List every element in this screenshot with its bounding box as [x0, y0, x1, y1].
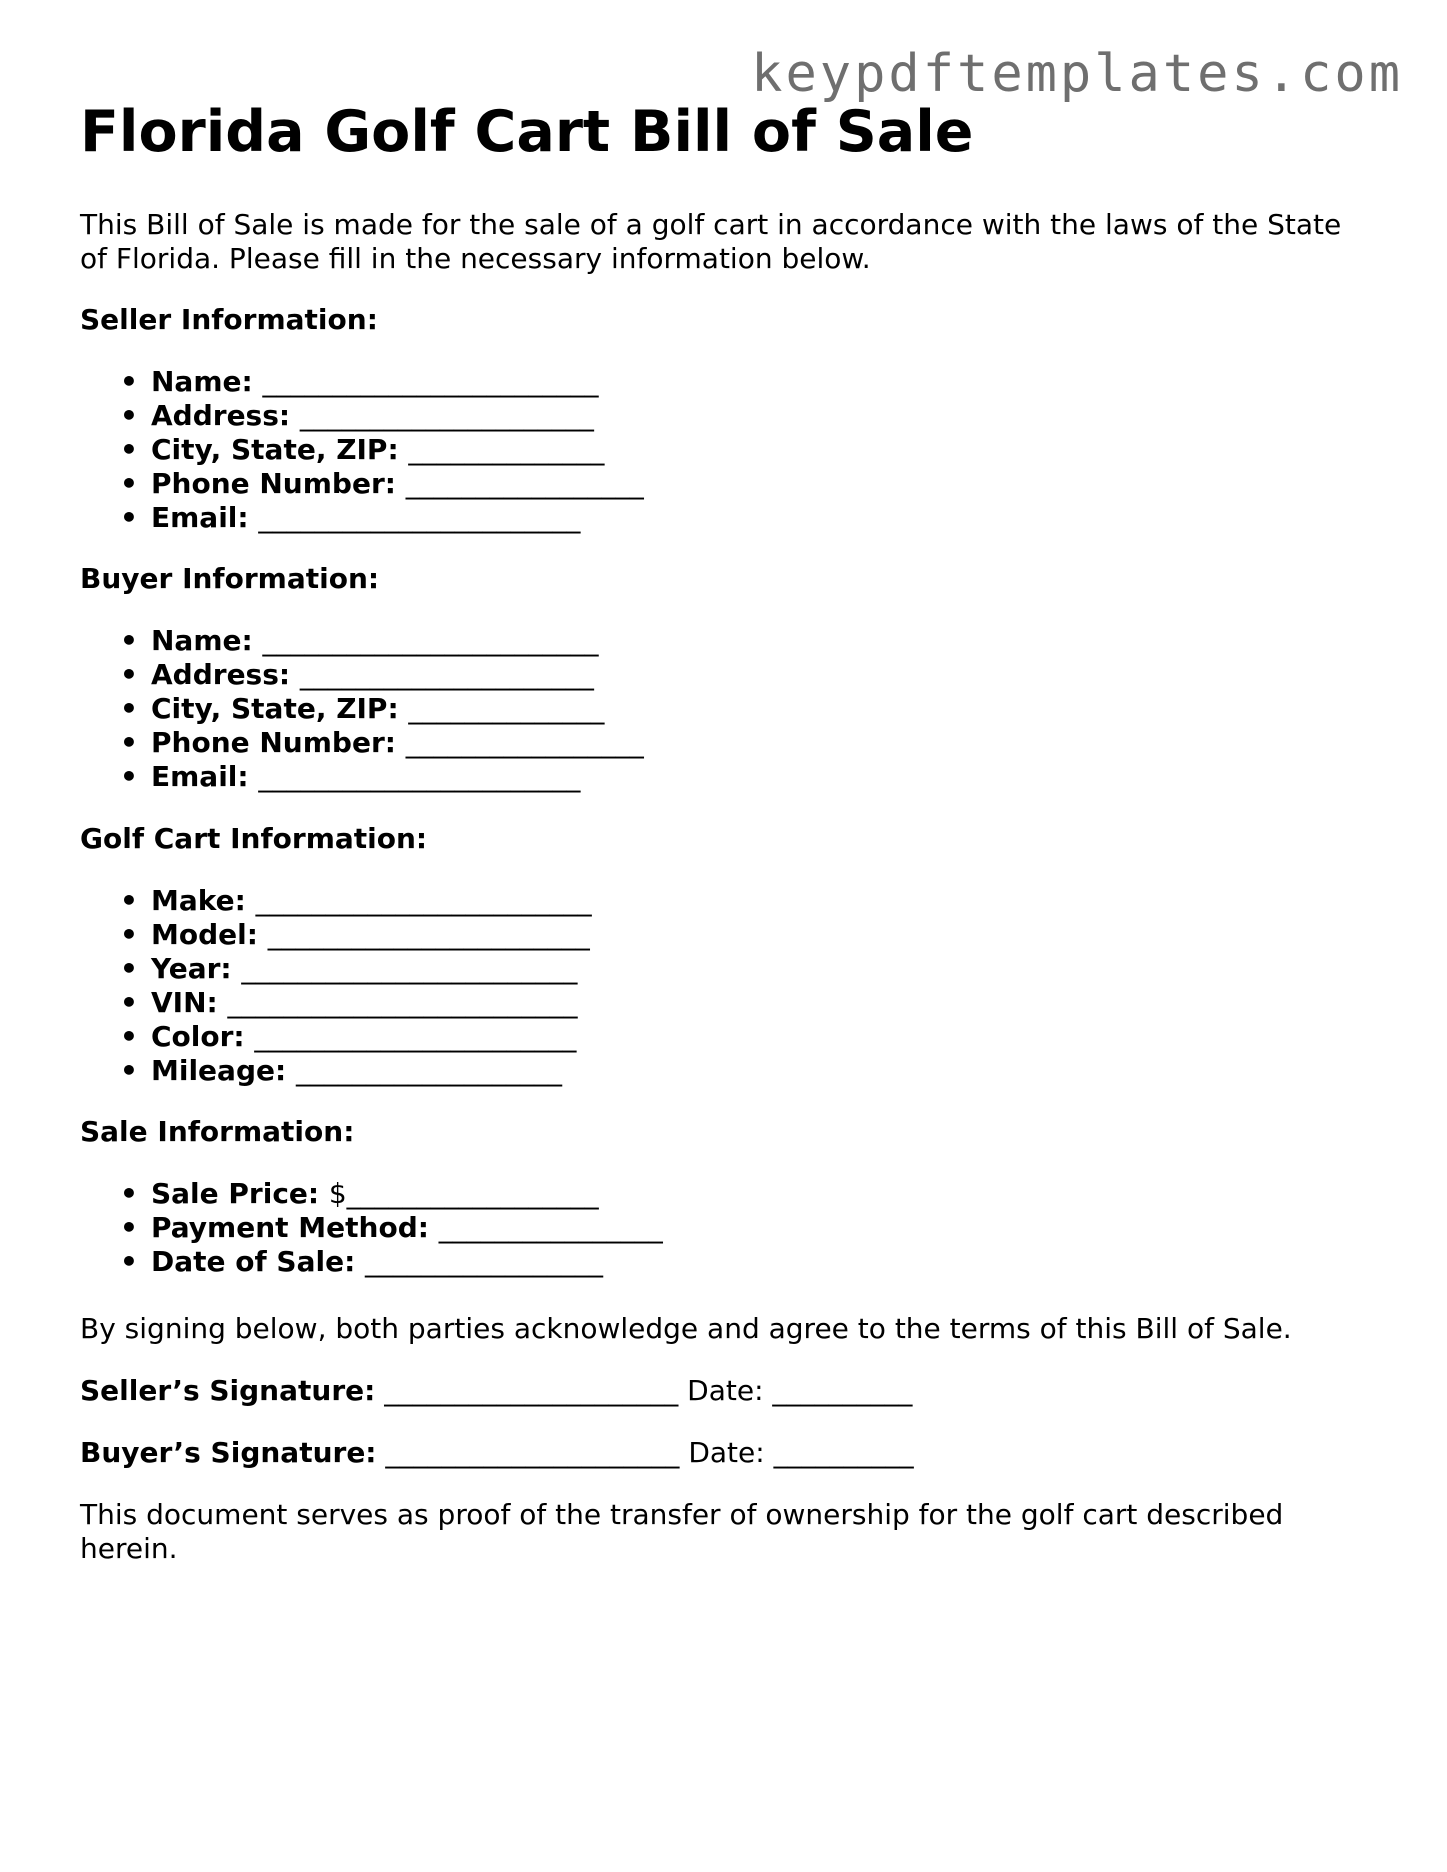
- field-label: Name:: [151, 624, 253, 657]
- cart-model-field[interactable]: [80, 918, 592, 952]
- field-blank[interactable]: _______________________: [258, 501, 581, 534]
- field-label: Email:: [151, 760, 249, 793]
- closing-paragraph: This document serves as proof of the transfer of ownership for the golf cart described herein.: [80, 1498, 1284, 1565]
- buyer-heading: Buyer Information:: [80, 562, 380, 595]
- acknowledgement-paragraph: By signing below, both parties acknowledge and agree to the terms of this Bill of Sale.: [80, 1312, 1292, 1345]
- cart-vin-field[interactable]: [80, 986, 592, 1020]
- field-blank[interactable]: ________________________: [255, 884, 592, 917]
- field-label: VIN:: [151, 986, 218, 1019]
- field-label: Date of Sale:: [151, 1245, 356, 1278]
- field-blank[interactable]: _________________: [365, 1245, 604, 1278]
- seller-heading: Seller Information:: [80, 303, 378, 336]
- buyer-signature-label: Buyer’s Signature:: [80, 1436, 377, 1469]
- field-blank[interactable]: _________________: [405, 467, 644, 500]
- cart-fields: [80, 884, 592, 1088]
- buyer-name-field[interactable]: [80, 624, 644, 658]
- cart-heading: Golf Cart Information:: [80, 822, 428, 855]
- payment-method-field[interactable]: [80, 1211, 663, 1245]
- sale-fields: [80, 1177, 663, 1279]
- field-label: Phone Number:: [151, 726, 396, 759]
- field-label: Address:: [151, 658, 291, 691]
- buyer-signature-row: [80, 1436, 914, 1470]
- buyer-email-field[interactable]: [80, 760, 644, 794]
- field-label: Address:: [151, 399, 291, 432]
- field-label: Make:: [151, 884, 246, 917]
- field-blank[interactable]: ________________: [438, 1211, 663, 1244]
- field-label: Year:: [151, 952, 232, 985]
- seller-name-field[interactable]: [80, 365, 644, 399]
- field-blank[interactable]: ________________________: [262, 365, 599, 398]
- field-label: City, State, ZIP:: [151, 692, 399, 725]
- sale-price-field[interactable]: [80, 1177, 663, 1211]
- field-blank[interactable]: _____________________: [299, 658, 594, 691]
- buyer-city-state-zip-field[interactable]: [80, 692, 644, 726]
- field-blank[interactable]: ______________: [408, 433, 605, 466]
- field-blank[interactable]: _____________________: [299, 399, 594, 432]
- seller-fields: [80, 365, 644, 535]
- seller-signature-row: [80, 1374, 912, 1408]
- sale-heading: Sale Information:: [80, 1115, 355, 1148]
- buyer-address-field[interactable]: [80, 658, 644, 692]
- field-label: Mileage:: [151, 1054, 287, 1087]
- seller-signature-line[interactable]: _____________________: [384, 1374, 679, 1407]
- field-label: Sale Price:: [151, 1177, 320, 1210]
- field-blank[interactable]: ________________________: [241, 952, 578, 985]
- cart-year-field[interactable]: [80, 952, 592, 986]
- field-blank[interactable]: _______________________: [254, 1020, 577, 1053]
- seller-phone-field[interactable]: [80, 467, 644, 501]
- field-label: Name:: [151, 365, 253, 398]
- field-blank[interactable]: ______________: [408, 692, 605, 725]
- buyer-signature-date[interactable]: Date: __________: [688, 1436, 914, 1469]
- field-label: Payment Method:: [151, 1211, 429, 1244]
- field-label: Model:: [151, 918, 258, 951]
- field-blank[interactable]: _________________________: [227, 986, 578, 1019]
- cart-color-field[interactable]: [80, 1020, 592, 1054]
- seller-email-field[interactable]: [80, 501, 644, 535]
- field-label: City, State, ZIP:: [151, 433, 399, 466]
- field-label: Color:: [151, 1020, 245, 1053]
- document-title: Florida Golf Cart Bill of Sale: [80, 99, 974, 165]
- date-of-sale-field[interactable]: [80, 1245, 663, 1279]
- cart-make-field[interactable]: [80, 884, 592, 918]
- buyer-fields: [80, 624, 644, 794]
- cart-mileage-field[interactable]: [80, 1054, 592, 1088]
- seller-city-state-zip-field[interactable]: [80, 433, 644, 467]
- intro-paragraph: This Bill of Sale is made for the sale of a golf cart in accordance with the laws of the State of Florida. Please fill in the necessary information below.: [80, 208, 1342, 275]
- buyer-phone-field[interactable]: [80, 726, 644, 760]
- seller-signature-date[interactable]: Date: __________: [687, 1374, 913, 1407]
- field-blank[interactable]: ________________________: [262, 624, 599, 657]
- field-blank[interactable]: $__________________: [328, 1177, 599, 1210]
- seller-address-field[interactable]: [80, 399, 644, 433]
- field-blank[interactable]: ___________________: [295, 1054, 562, 1087]
- field-blank[interactable]: _______________________: [258, 760, 581, 793]
- watermark-logo: keypdftemplates.com: [751, 44, 1403, 104]
- field-label: Email:: [151, 501, 249, 534]
- field-blank[interactable]: _________________: [405, 726, 644, 759]
- field-blank[interactable]: _______________________: [267, 918, 590, 951]
- buyer-signature-line[interactable]: _____________________: [385, 1436, 680, 1469]
- field-label: Phone Number:: [151, 467, 396, 500]
- seller-signature-label: Seller’s Signature:: [80, 1374, 376, 1407]
